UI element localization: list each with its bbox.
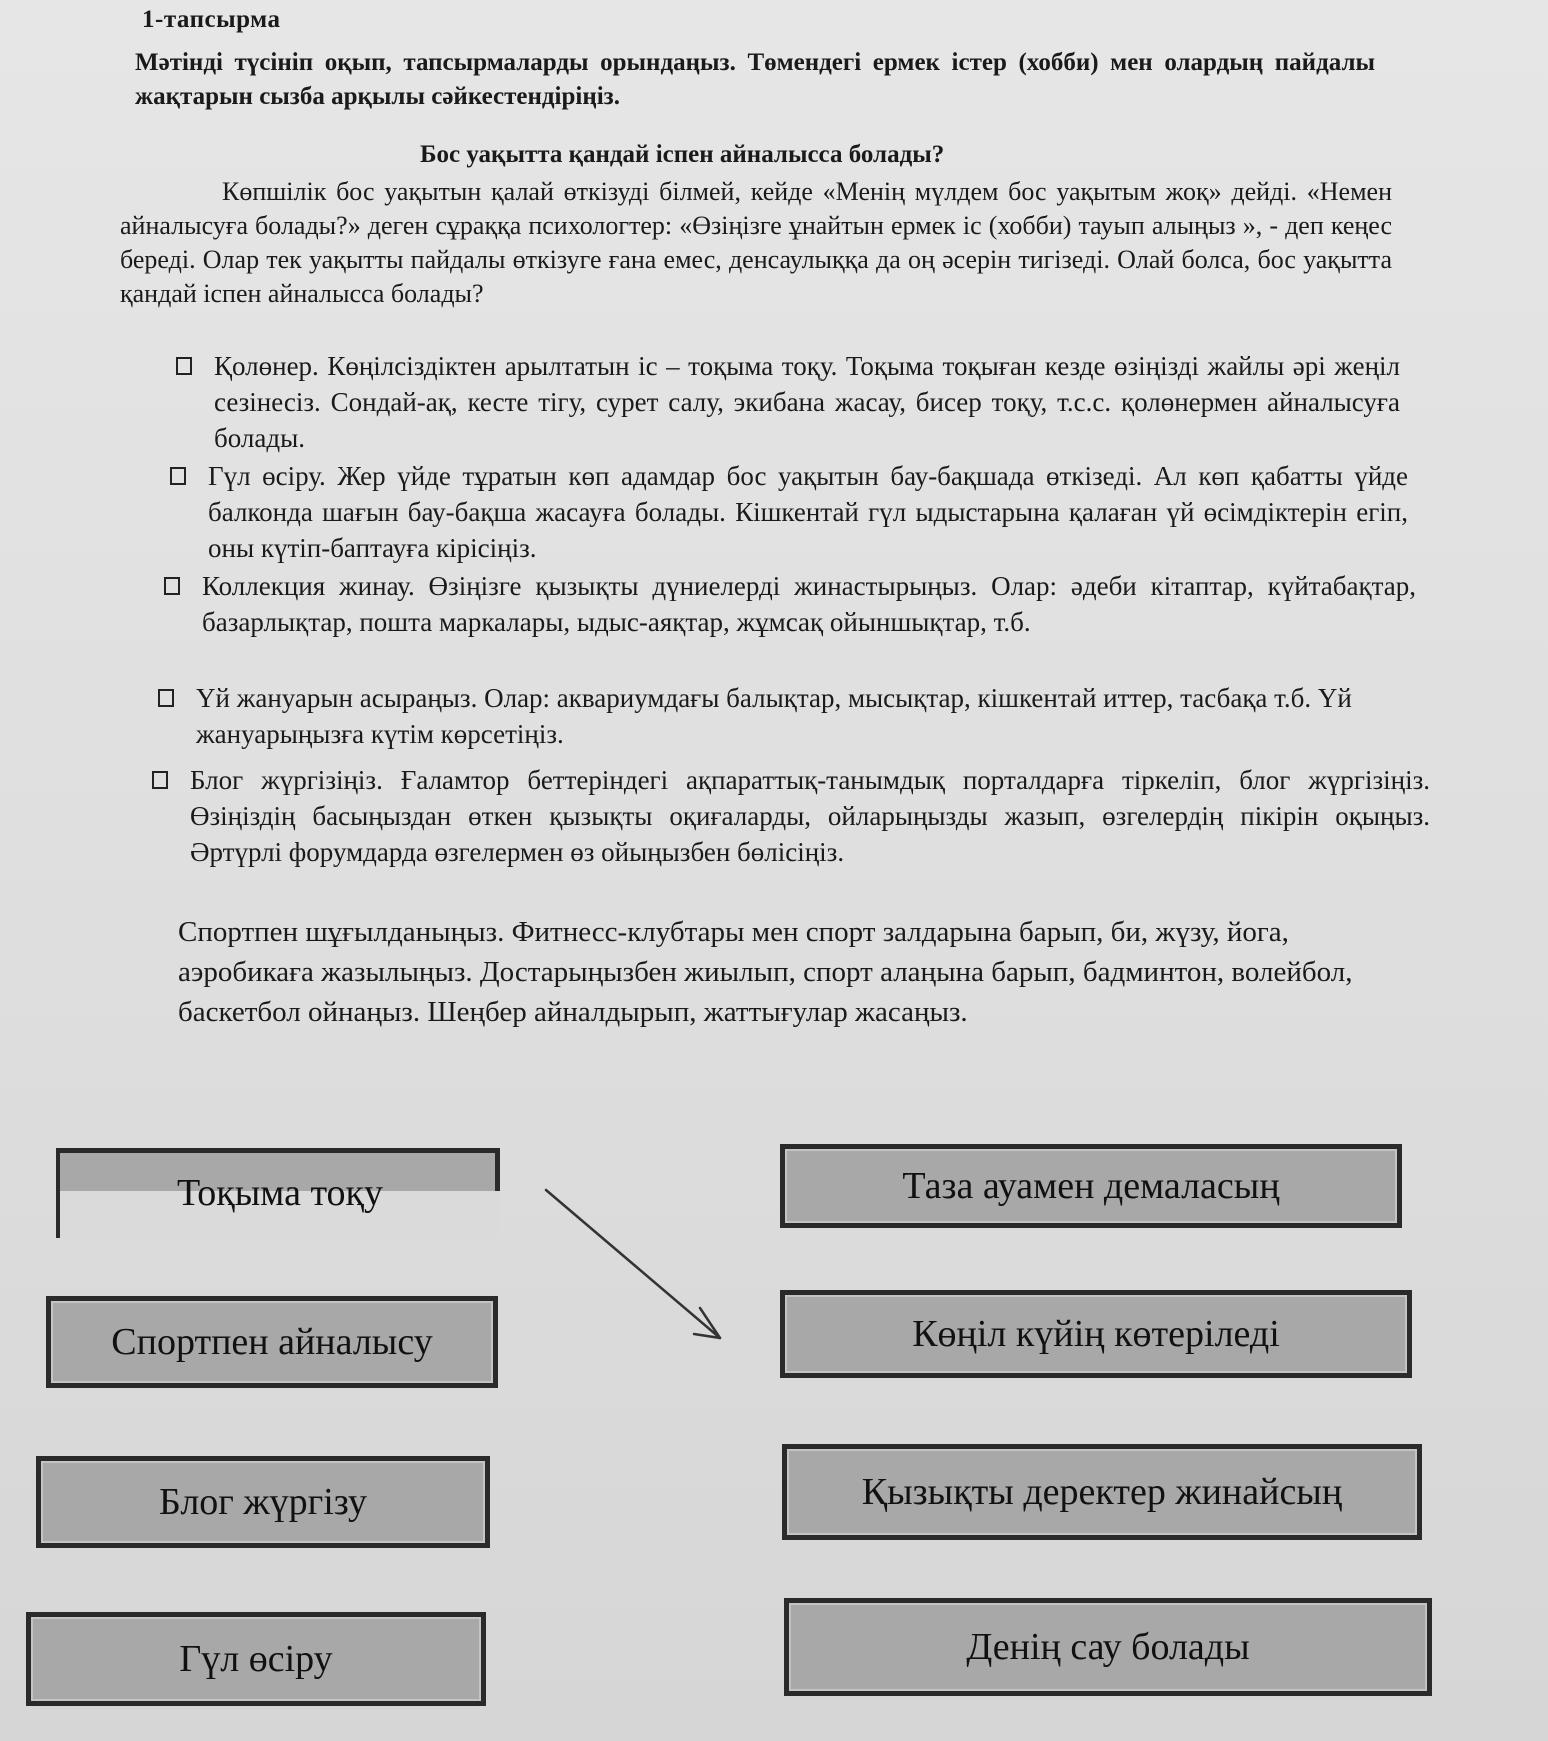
match-left-label: Гүл өсіру: [179, 1638, 333, 1680]
bullet-text: Гүл өсіру. Жер үйде тұратын көп адамдар бос уақытын бау-бақшада өткізеді. Ал көп қабатты үйде балконда шағын бау-бақша жасауға болады. Кішкентай гүл ыдыстарына қалаған үй өсімдіктерін егіп, оны күтіп-баптауға кірісіңіз.: [208, 461, 1408, 563]
task-number: 1-тапсырма: [142, 6, 281, 33]
text-title: Бос уақытта қандай іспен айналысса болады?: [420, 141, 945, 168]
bullet-text: Үй жануарын асыраңыз. Олар: аквариумдағы балықтар, мысықтар, кішкентай иттер, тасбақа т.б. Үй жануарыңызға күтім көрсетіңіз.: [196, 683, 1352, 749]
match-right-label: Қызықты деректер жинайсың: [861, 1471, 1343, 1513]
match-left-label: Блог жүргізу: [159, 1481, 367, 1523]
match-right-label: Көңіл күйің көтеріледі: [912, 1313, 1280, 1355]
bullet-text: Коллекция жинау. Өзіңізге қызықты дүниелерді жинастырыңыз. Олар: әдеби кітаптар, күйтабақтар, базарлықтар, пошта маркалары, ыдыс-аяқтар, жұмсақ ойыншықтар, т.б.: [202, 571, 1416, 637]
sport-paragraph: Спортпен шұғылданыңыз. Фитнесс-клубтары мен спорт залдарына барып, би, жүзу, йога, аэробикаға жазылыңыз. Достарыңызбен жиылып, спорт алаңына барып, бадминтон, волейбол, баскетбол ойнаңыз. Шеңбер айналдырып, жаттығулар жасаңыз.: [178, 916, 1353, 1028]
bullet-text: Қолөнер. Көңілсіздіктен арылтатын іс – тоқыма тоқу. Тоқыма тоқыған кезде өзіңізді жайлы әрі жеңіл сезінесіз. Сондай-ақ, кесте тігу, сурет салу, экибана жасау, бисер тоқу, т.с.с. қолөнермен айналысуға болады.: [214, 351, 1400, 453]
match-right-label: Денің сау болады: [966, 1626, 1250, 1668]
bullet-text: Блог жүргізіңіз. Ғаламтор беттеріндегі ақпараттық-танымдық порталдарға тіркеліп, блог жүргізіңіз. Өзіңіздің басыңыздан өткен қызықты оқиғаларды, ойларыңызды жазып, өзгелердің пікірін оқыңыз. Әртүрлі форумдарда өзгелермен өз ойыңызбен бөлісіңіз.: [190, 765, 1430, 867]
match-right-label: Таза ауамен демаласың: [902, 1165, 1280, 1207]
intro-text: Көпшілік бос уақытын қалай өткізуді білмей, кейде «Менің мүлдем бос уақытым жоқ» дейді. «Немен айналысуға болады?» деген сұраққа психологтер: «Өзіңізге ұнайтын ермек іс (хобби) тауып алыңыз », - деп кеңес береді. Олар тек уақытты пайдалы өткізуге ғана емес, денсаулыққа да оң әсерін тигізеді. Олай болса, бос уақытта қандай іспен айналысса болады?: [120, 177, 1392, 308]
match-left-label: Спортпен айналысу: [111, 1321, 433, 1363]
task-instruction: Мәтінді түсініп оқып, тапсырмаларды орындаңыз. Төмендегі ермек істер (хобби) мен олардың пайдалы жақтарын сызба арқылы сәйкестендіріңіз.: [135, 49, 1375, 110]
match-left-label: Тоқыма тоқу: [176, 1172, 384, 1214]
